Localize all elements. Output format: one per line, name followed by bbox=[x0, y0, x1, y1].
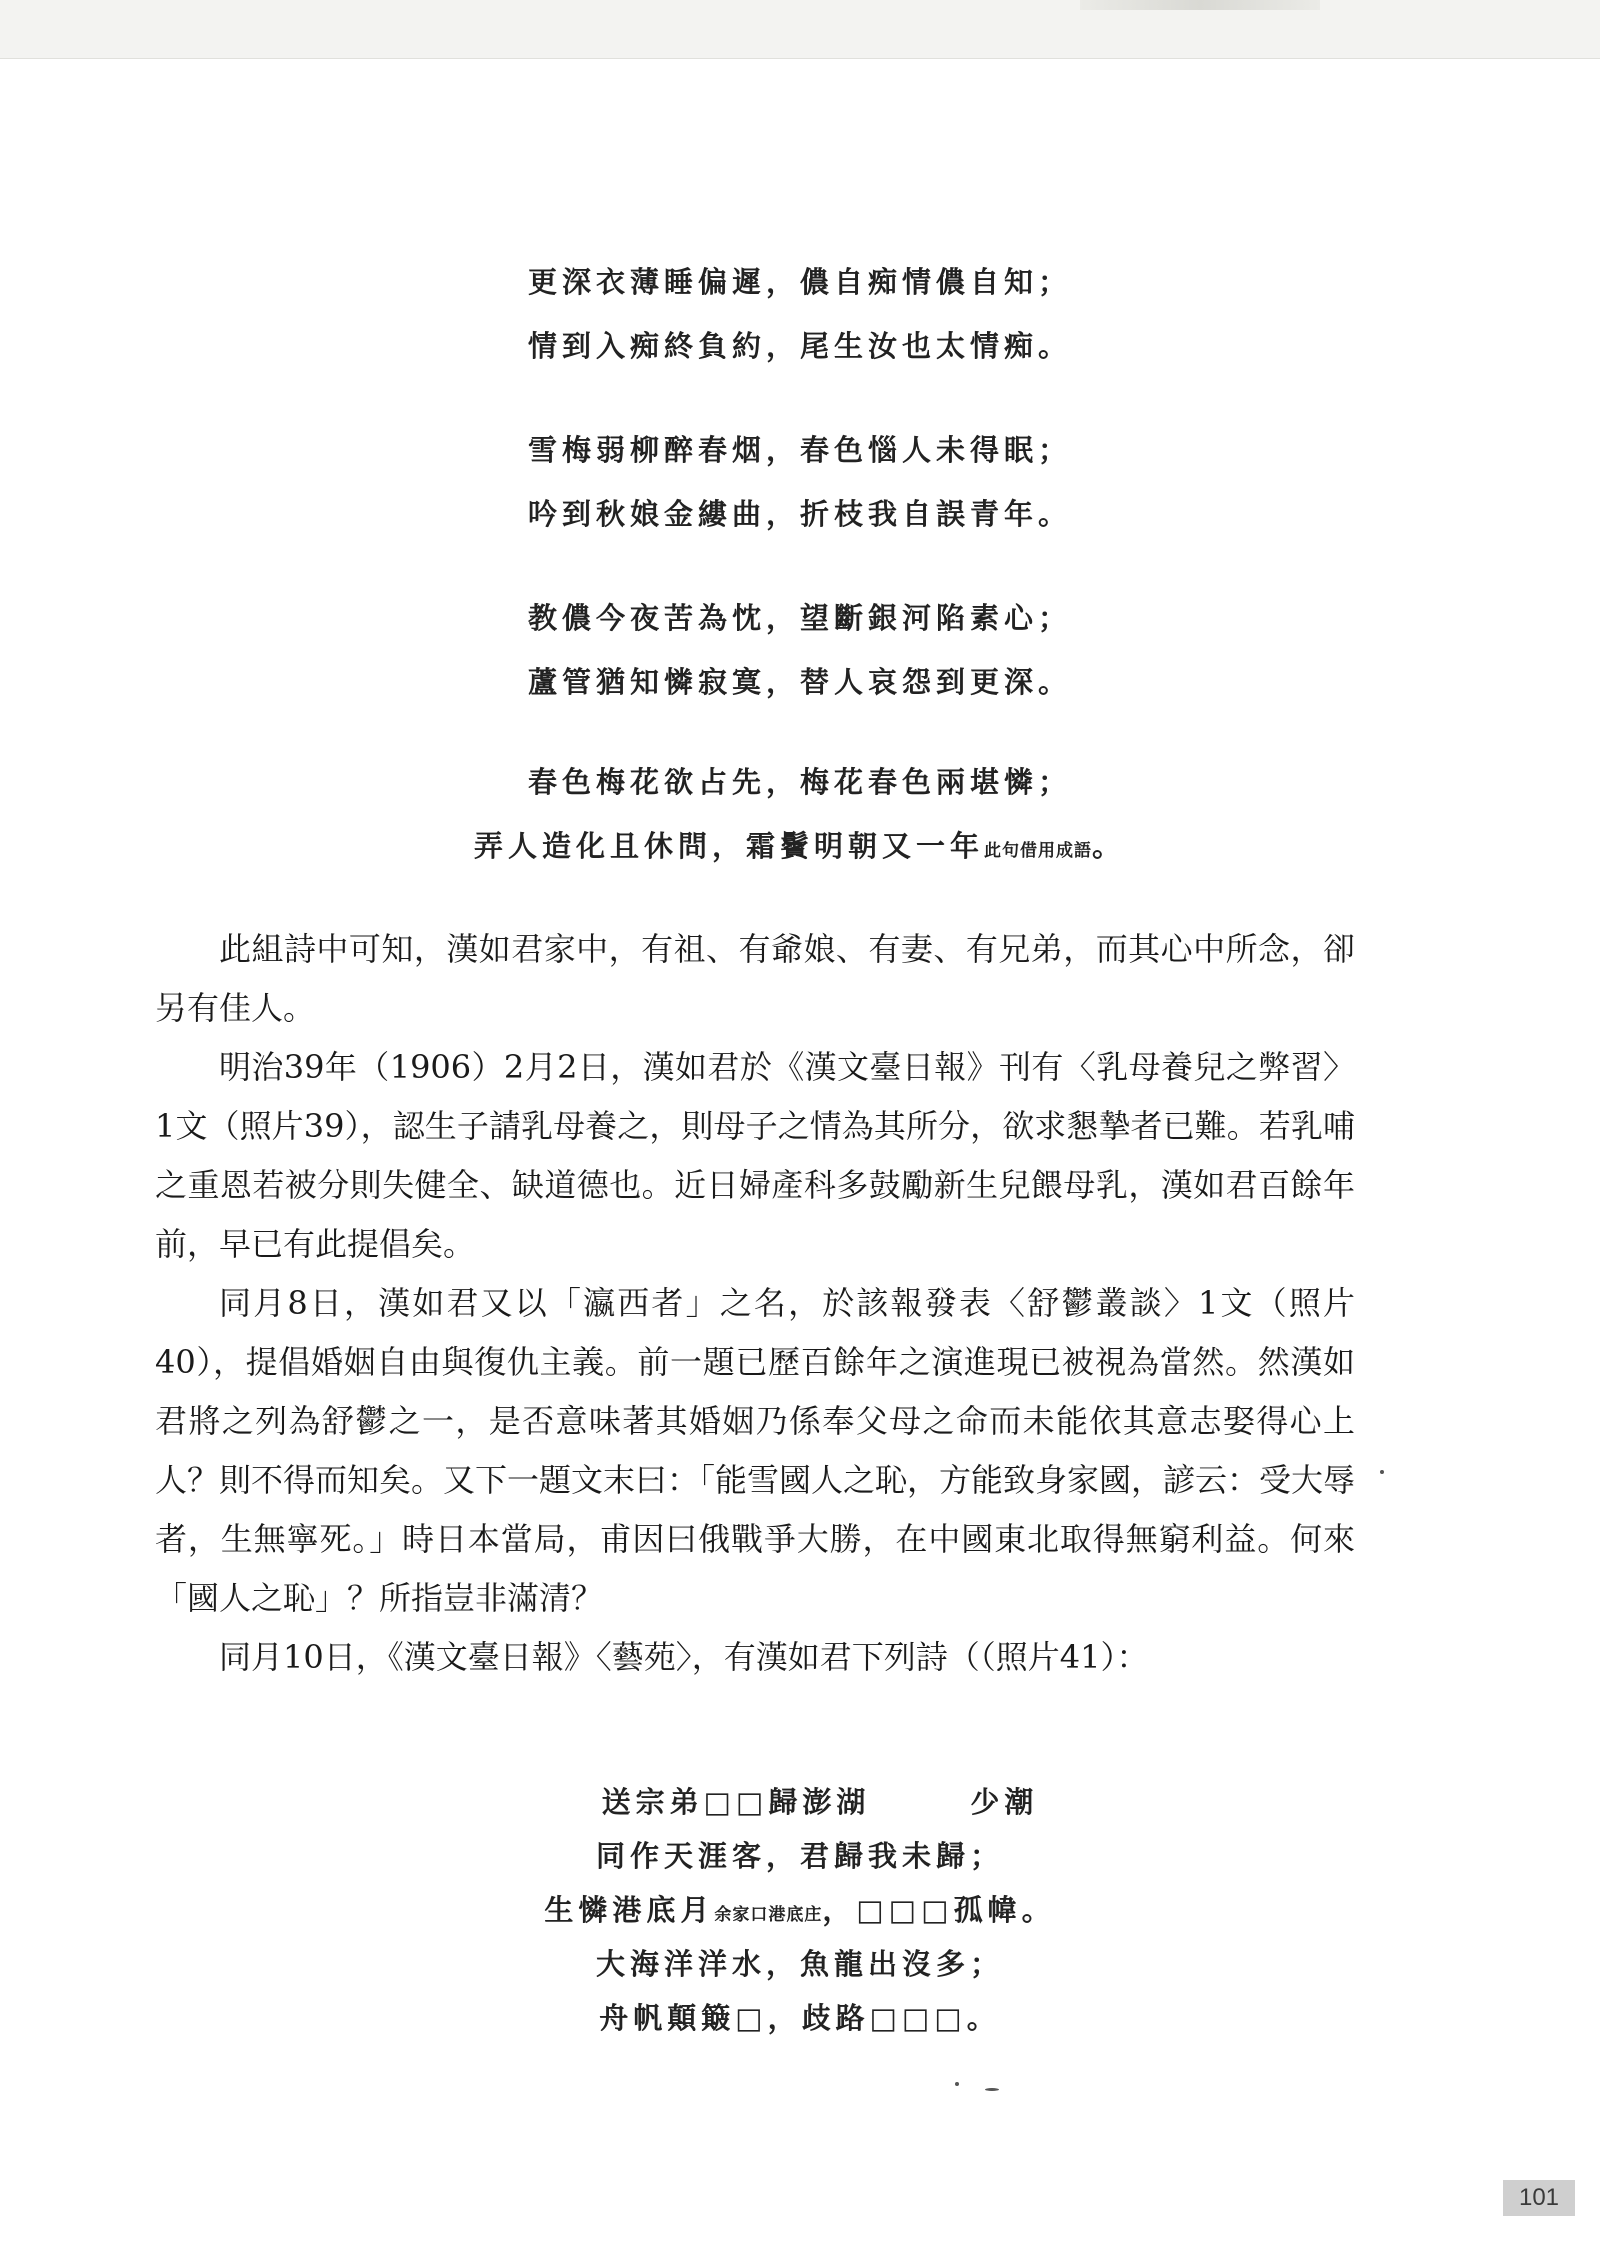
poem-author: 少潮 bbox=[970, 1785, 1039, 1819]
poem-line-with-note bbox=[0, 814, 1600, 878]
poem-line: 大海洋洋水，魚龍出沒多； bbox=[595, 1947, 1004, 1981]
scan-speck bbox=[955, 2082, 959, 2086]
poem-line: 蘆管猶知憐寂寞，替人哀怨到更深。 bbox=[527, 665, 1072, 699]
poem-line-with-note bbox=[0, 1883, 1600, 1937]
poem-line: 舟帆顛簸□，歧路□□□。 bbox=[599, 2001, 1001, 2035]
body-text bbox=[155, 920, 1355, 1687]
scan-top-band bbox=[0, 0, 1600, 59]
scan-smudge bbox=[1080, 0, 1320, 10]
poem-stanza-2 bbox=[0, 418, 1600, 546]
poem-line: 更深衣薄睡偏遲，儂自痴情儂自知； bbox=[527, 265, 1072, 299]
poem-line: 教儂今夜苦為忱，望斷銀河陷素心； bbox=[527, 601, 1072, 635]
poem-line: 同作天涯客，君歸我未歸； bbox=[595, 1839, 1004, 1873]
poem-line: 雪梅弱柳醉春烟，春色惱人未得眠； bbox=[527, 433, 1072, 467]
paragraph: 此組詩中可知，漢如君家中，有祖、有爺娘、有妻、有兄弟，而其心中所念，卻另有佳人。 bbox=[155, 930, 1355, 1027]
page-number: 101 bbox=[1503, 2180, 1575, 2216]
poem-title-line bbox=[0, 1775, 1600, 1829]
poem-line-text: 生憐港底月 bbox=[544, 1893, 715, 1927]
poem-line-text: 弄人造化且休問，霜鬢明朝又一年 bbox=[473, 829, 984, 863]
poem-line: 情到入痴終負約，尾生汝也太情痴。 bbox=[527, 329, 1072, 363]
poem-annotation: 余家口港底庄 bbox=[714, 1905, 823, 1925]
poem-line-punctuation: 。 bbox=[1092, 829, 1127, 863]
paragraph: 同月10日，《漢文臺日報》〈藝苑〉，有漢如君下列詩（（照片41）： bbox=[219, 1638, 1149, 1676]
scan-speck bbox=[985, 2088, 999, 2091]
poem-stanza-3 bbox=[0, 586, 1600, 714]
poem-title: 送宗弟□□歸澎湖 bbox=[601, 1785, 871, 1819]
paragraph: 明治39年（1906）2月2日，漢如君於《漢文臺日報》刊有〈乳母養兒之弊習〉1文（照片39），認生子請乳母養之，則母子之情為其所分，欲求懇摯者已難。若乳哺之重恩若被分則失健全、缺道德也。近日婦產科多鼓勵新生兒餵母乳，漢如君百餘年前，早已有此提倡矣。 bbox=[155, 1048, 1355, 1263]
poem-stanza-1 bbox=[0, 250, 1600, 378]
paragraph: 同月8日，漢如君又以「瀛西者」之名，於該報發表〈舒鬱叢談〉1文（照片40），提倡婚姻自由與復仇主義。前一題已歷百餘年之演進現已被視為當然。然漢如君將之列為舒鬱之一，是否意味著其婚姻乃係奉父母之命而未能依其意志娶得心上人？則不得而知矣。又下一題文末曰：「能雪國人之恥，方能致身家國，諺云：受大辱者，生無寧死。」時日本當局，甫因曰俄戰爭大勝，在中國東北取得無窮利益。何來「國人之恥」？所指豈非滿清？ bbox=[155, 1284, 1356, 1617]
poem-line: 春色梅花欲占先，梅花春色兩堪憐； bbox=[527, 765, 1072, 799]
poem-stanza-4 bbox=[0, 750, 1600, 878]
poem-line: 吟到秋娘金縷曲，折枝我自誤青年。 bbox=[527, 497, 1072, 531]
poem-line-text: ，□□□孤幃。 bbox=[822, 1893, 1056, 1927]
scan-speck bbox=[1380, 1470, 1384, 1474]
poem-2 bbox=[0, 1775, 1600, 2045]
poem-annotation: 此句借用成語 bbox=[984, 841, 1092, 861]
